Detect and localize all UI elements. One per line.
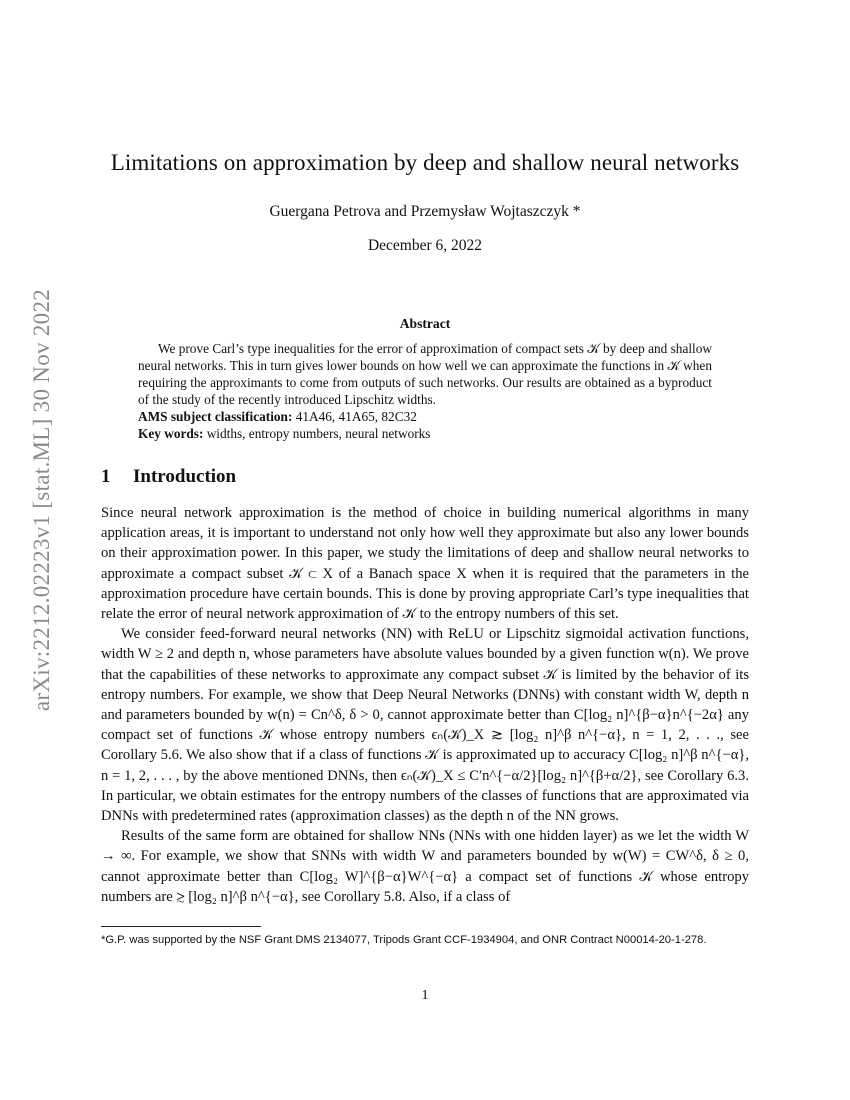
introduction-body: [101, 503, 749, 907]
abstract-heading: Abstract: [399, 316, 451, 331]
arxiv-identifier-text: arXiv:2212.02223v1 [stat.ML] 30 Nov 2022: [29, 288, 54, 712]
footnote: *G.P. was supported by the NSF Grant DMS 2134077, Tripods Grant CCF-1934904, and ONR Contract N00014-20-1-278.: [101, 934, 707, 946]
keywords-value: widths, entropy numbers, neural networks: [203, 426, 431, 441]
abstract-body: We prove Carl’s type inequalities for the error of approximation of compact sets 𝒦 by deep and shallow neural networks. This in turn gives lower bounds on how well we can approximate the functions in 𝒦 when requiring the approximants to come from outputs of such networks. Our results are obtained as a byproduct of the study of the recently introduced Lipschitz widths.: [138, 341, 712, 407]
page-number: 1: [421, 988, 429, 1003]
section-title: Introduction: [133, 466, 237, 487]
footnote-divider: [101, 926, 261, 927]
section-heading-introduction: [101, 466, 236, 488]
paper-title: Limitations on approximation by deep and shallow neural networks: [110, 150, 740, 175]
paragraph: We consider feed-forward neural networks (NN) with ReLU or Lipschitz sigmoidal activation functions, width W ≥ 2 and depth n, whose parameters have absolute values bounded by a given function w(n). We prove that the capabilities of these networks to approximate any compact subset 𝒦 is limited by the behavior of its entropy numbers. For example, we show that Deep Neural Networks (DNNs) with constant width W, depth n and parameters bounded by w(n) = Cn^δ, δ > 0, cannot approximate better than C[log₂ n]^{β−α}n^{−2α} any compact set of functions 𝒦 whose entropy numbers ϵₙ(𝒦)_X ≳ [log₂ n]^β n^{−α}, n = 1, 2, . . ., see Corollary 5.6. We also show that if a class of functions 𝒦 is approximated up to accuracy C[log₂ n]^β n^{−α}, n = 1, 2, . . . , by the above mentioned DNNs, then ϵₙ(𝒦)_X ≤ C′n^{−α/2}[log₂ n]^{β+α/2}, see Corollary 6.3. In particular, we obtain estimates for the entropy numbers of the classes of functions that are approximated via DNNs with predetermined rates (approximation classes) as the depth n of the NN grows.: [101, 626, 749, 825]
keywords-label: Key words:: [138, 426, 204, 441]
paragraph: Since neural network approximation is the method of choice in building numerical algorithms in many application areas, it is important to understand not only how well they approximate but also any lower bounds on their approximation power. In this paper, we study the limitations of deep and shallow neural networks to approximate a compact subset 𝒦 ⊂ X of a Banach space X when it is required that the parameters in the approximation procedure have certain bounds. This is done by proving appropriate Carl’s type inequalities that relate the error of neural network approximation of 𝒦 to the entropy numbers of this set.: [101, 505, 749, 623]
section-number: 1: [101, 466, 111, 487]
abstract-block: [138, 315, 712, 442]
ams-classification: [138, 408, 712, 425]
arxiv-identifier-stamp: [22, 288, 62, 712]
paragraph: Results of the same form are obtained for shallow NNs (NNs with one hidden layer) as we let the width W → ∞. For example, we show that SNNs with width W and parameters bounded by w(W) = CW^δ, δ ≥ 0, cannot approximate better than C[log₂ W]^{β−α}W^{−α} a compact set of functions 𝒦 whose entropy numbers are ≳ [log₂ n]^β n^{−α}, see Corollary 5.8. Also, if a class of: [101, 828, 749, 905]
paper-authors: Guergana Petrova and Przemysław Wojtaszczyk *: [269, 203, 581, 220]
ams-classification-label: AMS subject classification:: [138, 409, 293, 424]
ams-classification-value: 41A46, 41A65, 82C32: [292, 409, 417, 424]
paper-date: December 6, 2022: [367, 237, 483, 254]
keywords: [138, 425, 712, 442]
